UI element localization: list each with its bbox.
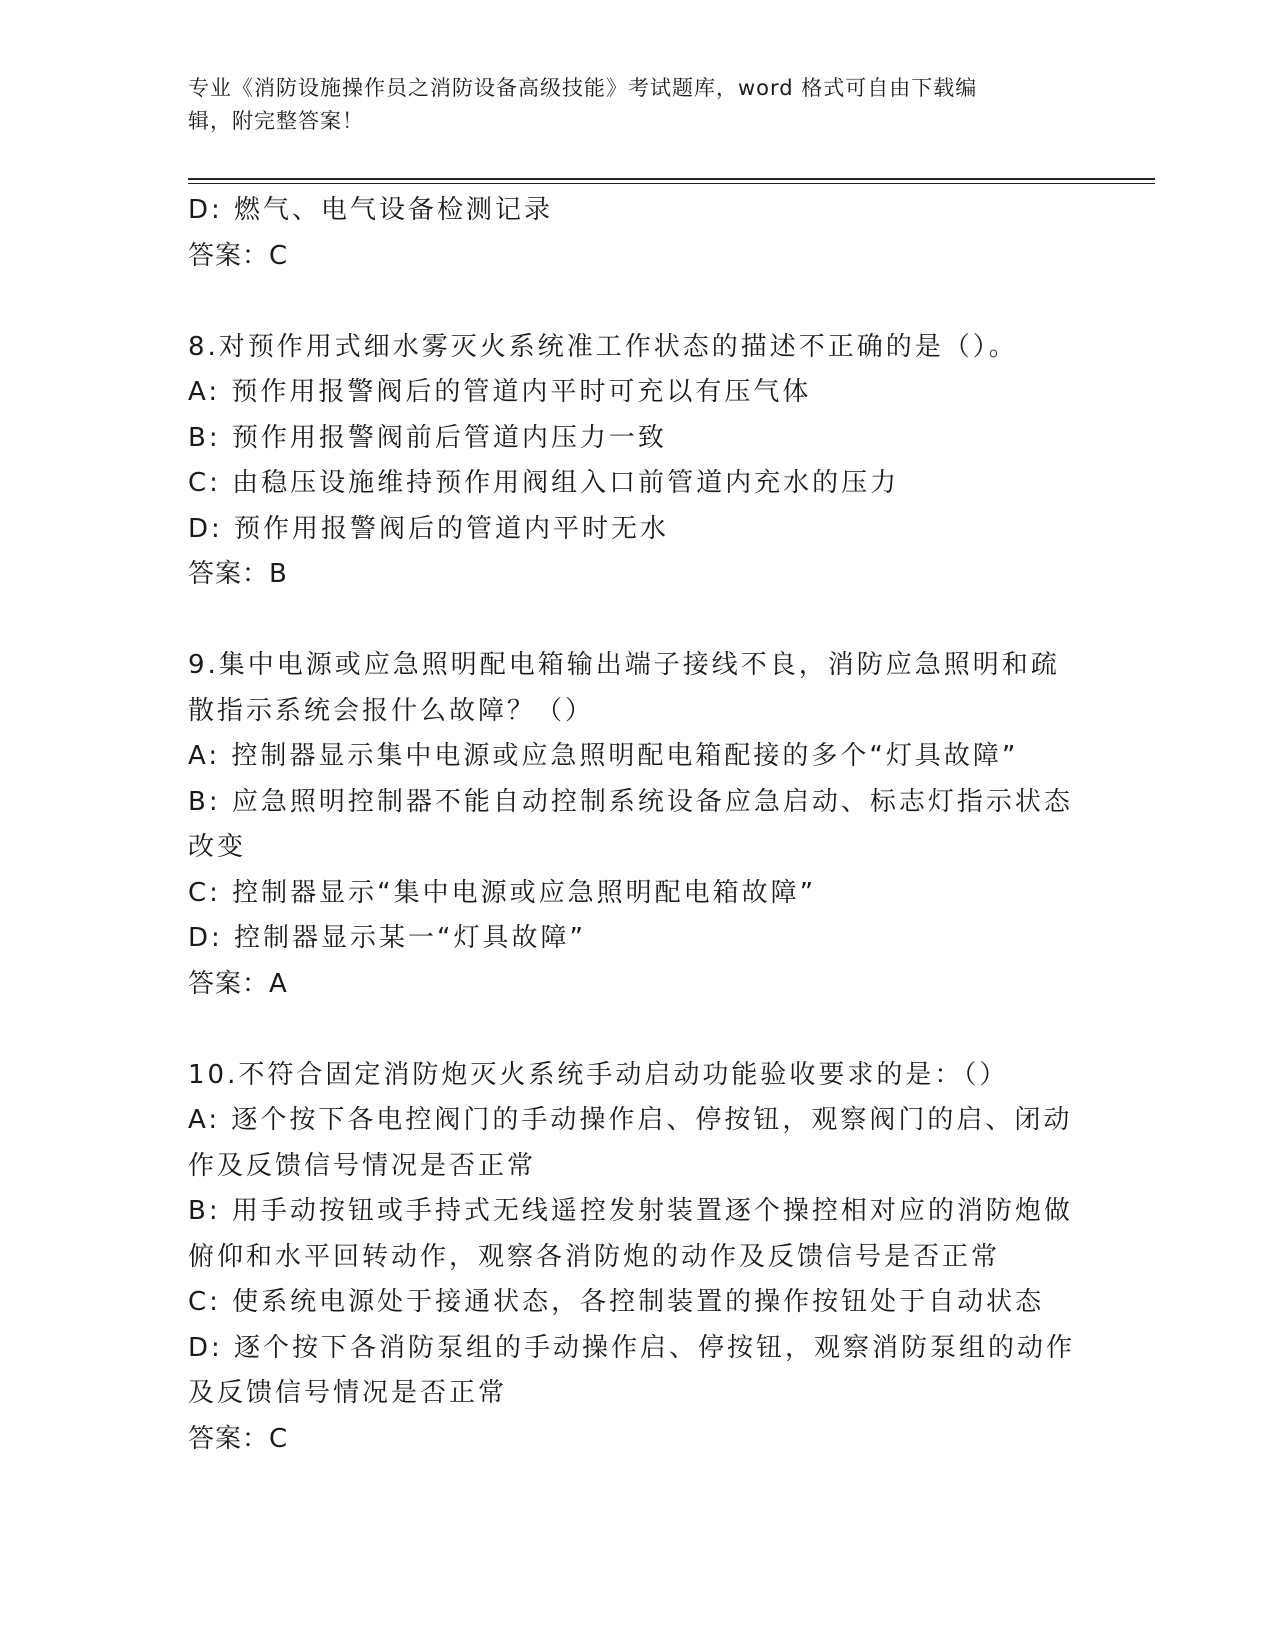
header-divider-thin: [188, 183, 1155, 184]
option-a-cont: 作及反馈信号情况是否正常: [188, 1150, 537, 1181]
spacer: [188, 598, 1088, 644]
header-line: 专业《消防设施操作员之消防设备高级技能》考试题库，word 格式可自由下载编: [188, 76, 978, 100]
header-line: 辑，附完整答案！: [188, 109, 364, 133]
question-content: [188, 188, 1088, 1462]
answer-line: 答案：C: [188, 240, 289, 271]
option-b: B: 应急照明控制器不能自动控制系统设备应急启动、标志灯指示状态: [188, 786, 1073, 817]
question-stem-cont: 散指示系统会报什么故障？（）: [188, 695, 595, 726]
option-c: C: 使系统电源处于接通状态，各控制装置的操作按钮处于自动状态: [188, 1287, 1045, 1317]
option-d-cont: 及反馈信号情况是否正常: [188, 1378, 508, 1408]
question-10: [188, 1053, 1088, 1463]
question-stem: 9.集中电源或应急照明配电箱输出端子接线不良，消防应急照明和疏: [188, 650, 1060, 680]
answer-line: 答案：C: [188, 1423, 289, 1454]
option-d: D: 燃气、电气设备检测记录: [188, 195, 554, 225]
question-9: [188, 643, 1088, 1007]
question-8: [188, 325, 1088, 598]
spacer: [188, 279, 1088, 325]
option-d: D: 控制器显示某一“灯具故障”: [188, 923, 586, 953]
option-a: A: 逐个按下各电控阀门的手动操作启、停按钮，观察阀门的启、闭动: [188, 1105, 1073, 1135]
document-header: [188, 72, 1068, 138]
option-a: A: 预作用报警阀后的管道内平时可充以有压气体: [188, 377, 812, 407]
option-c: C: 控制器显示“集中电源或应急照明配电箱故障”: [188, 877, 817, 908]
answer-line: 答案：B: [188, 559, 288, 589]
option-c: C: 由稳压设施维持预作用阀组入口前管道内充水的压力: [188, 468, 900, 498]
header-divider: [188, 178, 1155, 180]
spacer: [188, 1007, 1088, 1053]
option-b-cont: 改变: [188, 832, 247, 862]
option-a: A: 控制器显示集中电源或应急照明配电箱配接的多个“灯具故障”: [188, 741, 1019, 771]
option-d: D: 逐个按下各消防泵组的手动操作启、停按钮，观察消防泵组的动作: [188, 1332, 1076, 1363]
answer-line: 答案：A: [188, 968, 288, 999]
question-stem: 8.对预作用式细水雾灭火系统准工作状态的描述不正确的是（）。: [188, 331, 1018, 362]
option-b-cont: 俯仰和水平回转动作，观察各消防炮的动作及反馈信号是否正常: [188, 1241, 1001, 1272]
question-stem: 10.不符合固定消防炮灭火系统手动启动功能验收要求的是：（）: [188, 1059, 1009, 1090]
option-b: B: 用手动按钮或手持式无线遥控发射装置逐个操控相对应的消防炮做: [188, 1196, 1073, 1226]
option-d: D: 预作用报警阀后的管道内平时无水: [188, 513, 670, 544]
option-b: B: 预作用报警阀前后管道内压力一致: [188, 422, 667, 453]
